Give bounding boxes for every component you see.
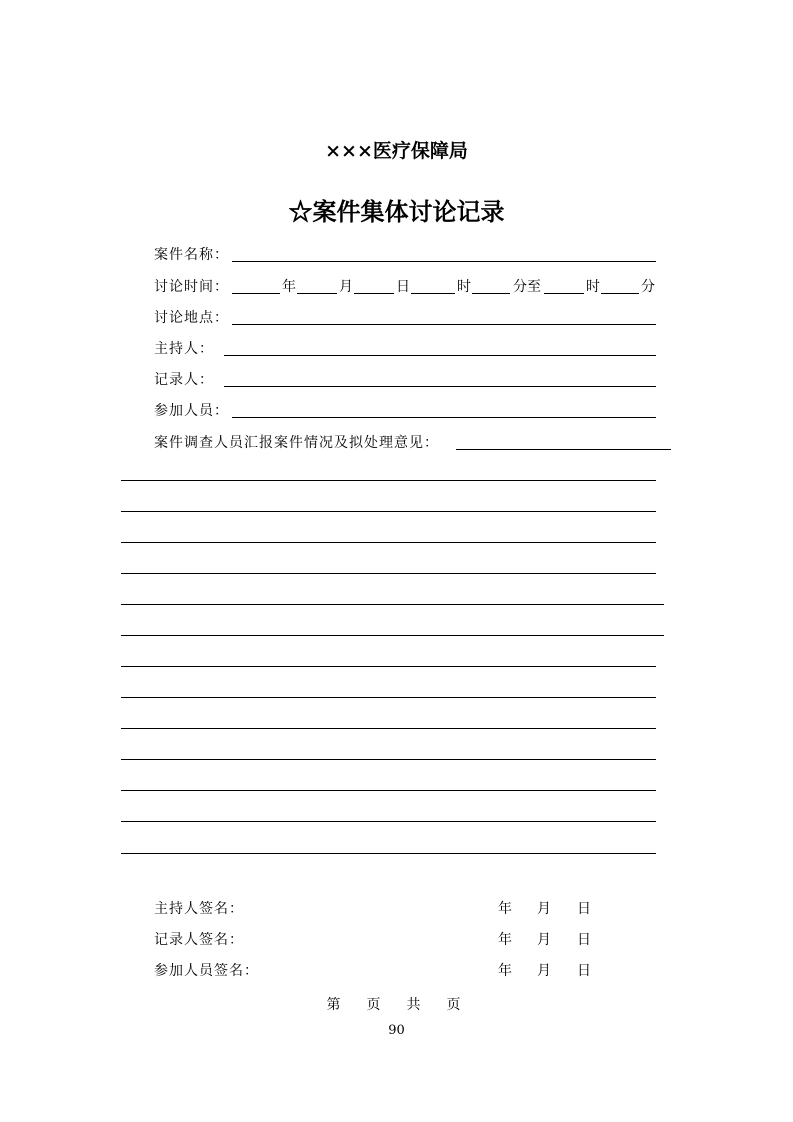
time-day-unit: 日	[396, 279, 410, 295]
writing-line[interactable]	[121, 790, 656, 791]
case-name-label: 案件名称：	[154, 247, 229, 263]
document-title: ☆案件集体讨论记录	[288, 197, 505, 226]
time-end-minute-unit: 分	[641, 279, 655, 295]
writing-line[interactable]	[121, 728, 656, 729]
writing-line[interactable]	[121, 635, 664, 636]
time-end-hour-unit: 时	[586, 279, 600, 295]
time-year-unit: 年	[282, 279, 296, 295]
location-field[interactable]	[232, 324, 656, 325]
participants-signature-month: 月	[537, 963, 551, 979]
time-minute-field[interactable]	[472, 293, 510, 294]
host-label: 主持人：	[154, 341, 214, 357]
participants-signature-day: 日	[577, 963, 591, 979]
organization-name: ×××医疗保障局	[325, 140, 468, 162]
discussion-time-label: 讨论时间：	[154, 279, 229, 295]
recorder-signature-label: 记录人签名：	[154, 932, 244, 948]
report-field[interactable]	[456, 449, 671, 450]
page-count-text: 第 页 共 页	[326, 997, 467, 1013]
host-signature-month: 月	[537, 901, 551, 917]
time-month-unit: 月	[339, 279, 353, 295]
page-number: 90	[388, 1023, 405, 1038]
time-end-hour-field[interactable]	[544, 293, 584, 294]
participants-field[interactable]	[232, 417, 656, 418]
host-signature-label: 主持人签名：	[154, 901, 244, 917]
writing-line[interactable]	[121, 604, 664, 605]
participants-signature-year: 年	[498, 963, 512, 979]
writing-line[interactable]	[121, 821, 656, 822]
host-field[interactable]	[224, 355, 656, 356]
recorder-label: 记录人：	[154, 372, 214, 388]
recorder-signature-day: 日	[577, 932, 591, 948]
writing-line[interactable]	[121, 480, 656, 481]
time-end-minute-field[interactable]	[601, 293, 639, 294]
participants-label: 参加人员：	[154, 403, 229, 419]
writing-line[interactable]	[121, 759, 656, 760]
time-month-field[interactable]	[297, 293, 337, 294]
time-minute-to-unit: 分至	[513, 279, 541, 295]
case-name-field[interactable]	[232, 261, 656, 262]
recorder-signature-year: 年	[498, 932, 512, 948]
report-label: 案件调查人员汇报案件情况及拟处理意见：	[154, 435, 439, 451]
recorder-field[interactable]	[224, 386, 656, 387]
time-year-field[interactable]	[232, 293, 280, 294]
time-hour-field[interactable]	[411, 293, 455, 294]
time-hour-unit: 时	[457, 279, 471, 295]
writing-line[interactable]	[121, 853, 656, 854]
writing-line[interactable]	[121, 697, 656, 698]
participants-signature-label: 参加人员签名：	[154, 963, 259, 979]
writing-line[interactable]	[121, 573, 656, 574]
host-signature-day: 日	[577, 901, 591, 917]
writing-line[interactable]	[121, 666, 656, 667]
host-signature-year: 年	[498, 901, 512, 917]
writing-line[interactable]	[121, 511, 656, 512]
recorder-signature-month: 月	[537, 932, 551, 948]
time-day-field[interactable]	[354, 293, 394, 294]
location-label: 讨论地点：	[154, 310, 229, 326]
writing-line[interactable]	[121, 542, 656, 543]
